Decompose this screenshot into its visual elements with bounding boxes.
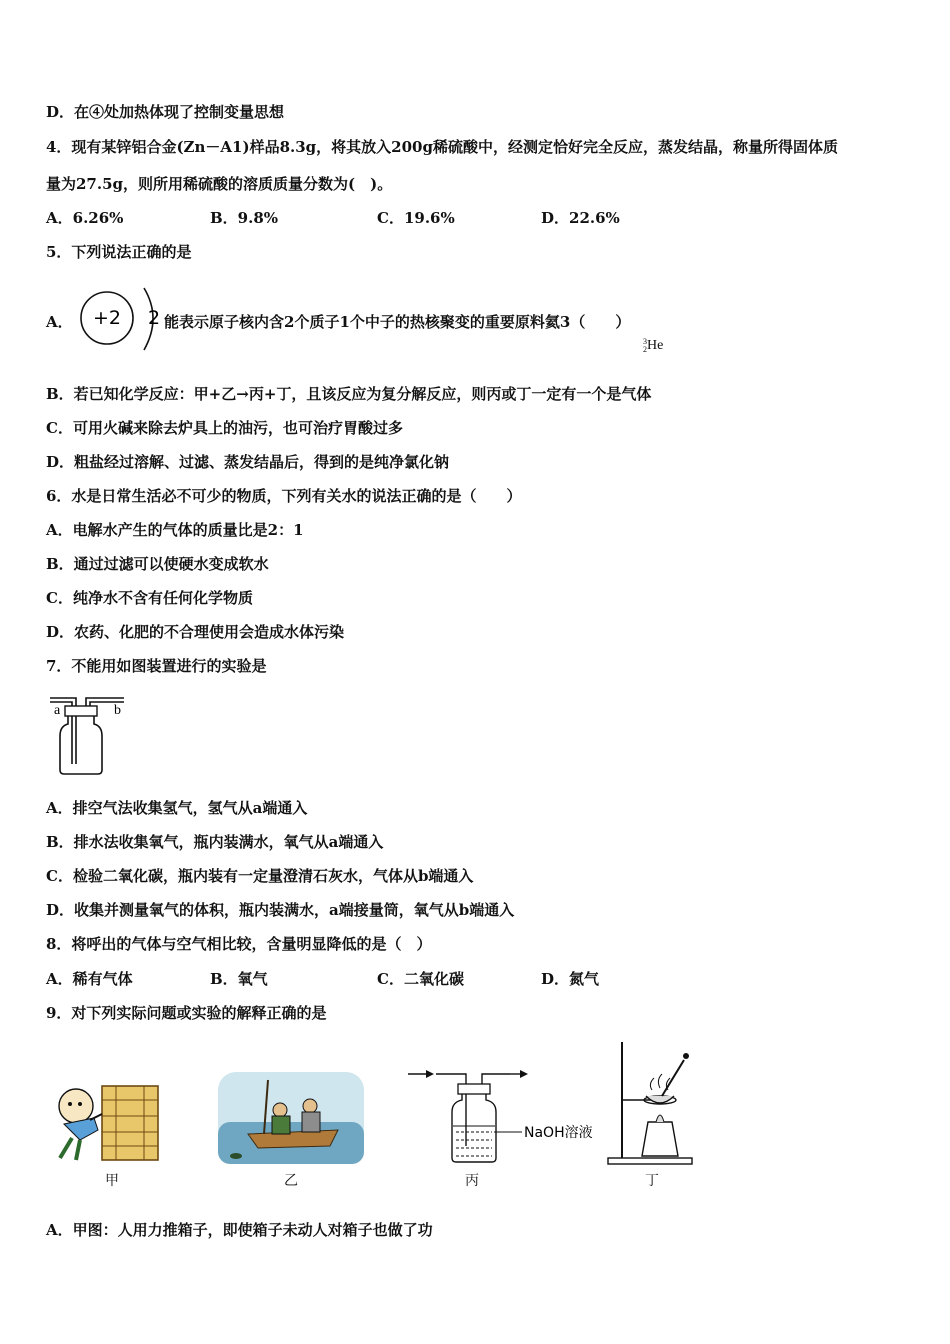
figure-yi-boat-scene [218,1072,364,1164]
q4-option-c: C．19.6% [377,209,455,227]
q5-option-b: B．若已知化学反应：甲+乙→丙+丁，且该反应为复分解反应，则丙或丁一定有一个是气体 [46,385,652,403]
q7-option-d: D．收集并测量氧气的体积，瓶内装满水，a端接量筒，氧气从b端通入 [46,901,515,919]
he-mass-number: 3 [643,337,647,346]
q4-stem-line1: 4．现有某锌铝合金(Zn－A1)样品8.3g，将其放入200g稀硫酸中，经测定恰好完全反应，蒸发结晶，称量所得固体质 [46,138,838,156]
q6-option-d: D．农药、化肥的不合理使用会造成水体污染 [46,623,345,641]
q5-option-c: C．可用火碱来除去炉具上的油污，也可治疗胃酸过多 [46,419,403,437]
q8-option-c: C．二氧化碳 [377,970,464,988]
figure-jia-pushing-box [50,1080,162,1164]
q4-option-a: A．6.26% [46,209,124,227]
q8-option-a: A．稀有气体 [46,970,133,988]
q6-stem: 6．水是日常生活必不可少的物质，下列有关水的说法正确的是（ ） [46,487,522,505]
q5-option-d: D．粗盐经过溶解、过滤、蒸发结晶后，得到的是纯净氯化钠 [46,453,450,471]
q7-option-c: C．检验二氧化碳，瓶内装有一定量澄清石灰水，气体从b端通入 [46,867,474,885]
q4-stem-line2: 量为27.5g，则所用稀硫酸的溶质质量分数为( )。 [46,175,393,193]
atom-structure-diagram [78,282,166,356]
atom-nucleus-charge: +2 [92,307,122,329]
figure-bing-naoh-bottle [406,1062,602,1166]
q8-stem: 8．将呼出的气体与空气相比较，含量明显降低的是（ ） [46,935,432,953]
caption-yi: 乙 [284,1173,298,1189]
gas-bottle-diagram [48,690,132,776]
q5-option-a-label: A． [46,313,73,331]
he-symbol: He [647,338,664,354]
q5-stem: 5．下列说法正确的是 [46,243,192,261]
q9-option-a: A．甲图：人用力推箱子，即使箱子未动人对箱子也做了功 [46,1221,433,1239]
q4-option-d: D．22.6% [541,209,620,227]
q7-option-a: A．排空气法收集氢气，氢气从a端通入 [46,799,308,817]
caption-bing: 丙 [465,1173,479,1189]
caption-jia: 甲 [105,1173,119,1189]
q4-option-b: B．9.8% [210,209,279,227]
q8-option-b: B．氧气 [210,970,268,988]
q5-option-a-text: 能表示原子核内含2个质子1个中子的热核聚变的重要原料氦3（ ） [164,313,631,331]
naoh-solution-label: NaOH溶液 [524,1125,593,1141]
caption-ding: 丁 [645,1173,659,1189]
port-b-label: b [114,703,121,718]
q3-option-d: D．在④处加热体现了控制变量思想 [46,103,285,121]
q6-option-a: A．电解水产生的气体的质量比是2：1 [46,521,304,539]
q9-stem: 9．对下列实际问题或实验的解释正确的是 [46,1004,327,1022]
q8-option-d: D．氮气 [541,970,600,988]
q6-option-c: C．纯净水不含有任何化学物质 [46,589,253,607]
port-a-label: a [54,703,61,718]
q7-option-b: B．排水法收集氧气，瓶内装满水，氧气从a端通入 [46,833,384,851]
figure-ding-evaporation-setup [604,1038,698,1166]
atom-electron-count: 2 [147,307,161,329]
q7-stem: 7．不能用如图装置进行的实验是 [46,657,267,675]
he-atomic-number: 2 [643,345,647,354]
helium-3-notation [643,338,663,354]
q6-option-b: B．通过过滤可以使硬水变成软水 [46,555,269,573]
